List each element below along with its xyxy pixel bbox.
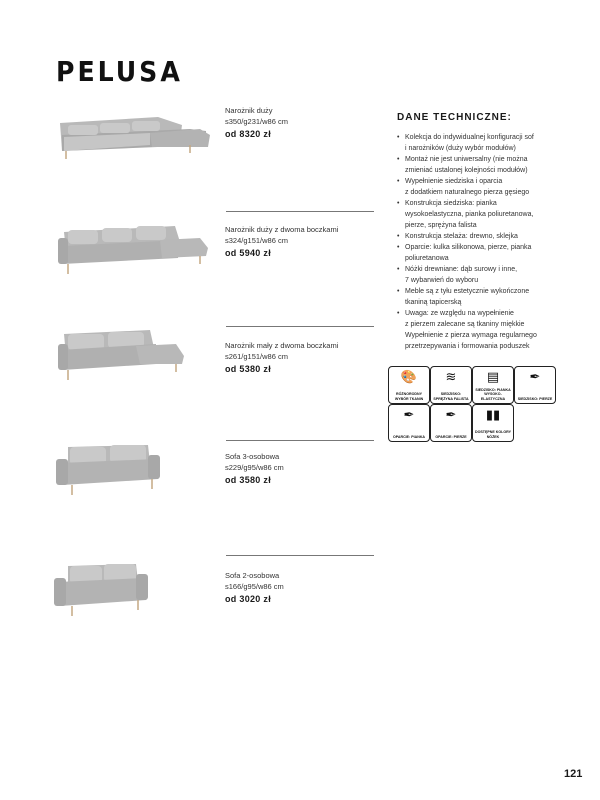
feature-label: RÓŻNORODNY WYBÓR TKANIN xyxy=(394,392,424,401)
spec-line: • Montaż nie jest uniwersalny (nie można xyxy=(397,154,567,165)
spec-line: • Nóżki drewniane: dąb surowy i inne, xyxy=(397,264,567,275)
spec-line: przetrzepywania i formowania poduszek xyxy=(405,343,530,350)
product-dims: s229/g95/w86 cm xyxy=(225,463,284,472)
sofa-2-seat-info xyxy=(225,570,375,604)
spec-line: • Wypełnienie siedziska i oparcia xyxy=(397,176,567,187)
product-divider xyxy=(226,326,374,327)
sofa-3-seat-image xyxy=(50,443,220,523)
page-number: 121 xyxy=(564,768,583,780)
feather-back-icon: ✒ xyxy=(403,407,415,422)
spec-line: z dodatkiem naturalnego pierza gęsiego xyxy=(405,189,530,196)
corner-small-two-sides-image xyxy=(50,330,220,410)
product-dims: s350/g231/w86 cm xyxy=(225,117,288,126)
feature-foam xyxy=(472,366,514,404)
feature-seat-feather xyxy=(514,366,556,404)
product-dims: s261/g151/w86 cm xyxy=(225,352,288,361)
corner-large-info xyxy=(225,105,375,139)
spec-line: • Konstrukcja stelaża: drewno, sklejka xyxy=(397,231,567,242)
spec-line: z pierzem zalecane są tkaniny miękkie xyxy=(405,321,525,328)
corner-large-two-sides-image xyxy=(50,220,220,300)
product-name: Narożnik duży z dwoma boczkami xyxy=(225,225,339,234)
sofa-3-seat-info xyxy=(225,451,375,485)
product-divider xyxy=(226,555,374,556)
color-legs-icon: ▮▮ xyxy=(485,407,501,422)
spec-line: • Meble są z tyłu estetycznie wykończone xyxy=(397,286,567,297)
feature-back-foam xyxy=(388,404,430,442)
corner-large-two-sides-info xyxy=(225,224,375,258)
product-price: od 5940 zł xyxy=(225,248,272,258)
feature-back-feather xyxy=(430,404,472,442)
product-name: Narożnik mały z dwoma boczkami xyxy=(225,341,339,350)
product-name: Narożnik duży xyxy=(225,106,273,115)
spec-line: • Oparcie: kulka silikonowa, pierze, pianka xyxy=(397,242,567,253)
product-name: Sofa 2-osobowa xyxy=(225,571,280,580)
feature-label: SIEDZISKO: PIANKA WYSOKO-ELASTYCZNA xyxy=(475,387,511,401)
spec-line: tkaniną tapicerską xyxy=(405,299,462,306)
product-divider xyxy=(226,211,374,212)
sofa-2-seat-image xyxy=(50,562,220,642)
feather-back-2-icon: ✒ xyxy=(445,407,457,422)
feature-label: SIEDZISKO: PIERZE xyxy=(517,396,553,401)
feature-leg-colors xyxy=(472,404,514,442)
specs-list xyxy=(397,132,567,352)
spec-line: poliuretanowa xyxy=(405,255,449,262)
spec-line: 7 wybarwień do wyboru xyxy=(405,277,479,284)
product-price: od 8320 zł xyxy=(225,129,272,139)
product-dims: s324/g151/w86 cm xyxy=(225,236,288,245)
feature-spring xyxy=(430,366,472,404)
feature-fabrics xyxy=(388,366,430,404)
feather-seat-icon: ✒ xyxy=(529,369,541,384)
product-divider xyxy=(226,440,374,441)
specs-title: DANE TECHNICZNE: xyxy=(397,112,512,123)
feature-label: SIEDZISKO: SPRĘŻYNA FALISTA xyxy=(433,392,469,401)
corner-small-two-sides-info xyxy=(225,340,375,374)
corner-large-image xyxy=(50,105,220,185)
spec-line: Wypełnienie z pierza wymaga regularnego xyxy=(405,332,537,339)
feature-label: OPARCIE: PIERZE xyxy=(435,434,467,439)
spec-line: • Kolekcja do indywidualnej konfiguracji sof xyxy=(397,132,567,143)
page-title: PELUSA xyxy=(56,55,183,88)
feature-label: DOSTĘPNE KOLORY NÓŻEK xyxy=(474,430,511,439)
product-name: Sofa 3-osobowa xyxy=(225,452,280,461)
product-price: od 5380 zł xyxy=(225,364,272,374)
spec-line: • Konstrukcja siedziska: pianka xyxy=(397,198,567,209)
product-price: od 3020 zł xyxy=(225,594,272,604)
foam-block-icon: ▤ xyxy=(486,369,500,384)
product-dims: s166/g95/w86 cm xyxy=(225,582,284,591)
spec-line: • Uwaga: ze względu na wypełnienie xyxy=(397,308,567,319)
palette-icon: 🎨 xyxy=(400,369,418,384)
spec-line: zmieniać ustalonej kolejności modułów) xyxy=(405,167,528,174)
wavy-spring-icon: ≋ xyxy=(445,369,457,384)
spec-line: wysokoelastyczna, pianka poliuretanowa, xyxy=(405,211,534,218)
feature-label: OPARCIE: PIANKA xyxy=(392,434,426,439)
spec-line: pierze, sprężyna falista xyxy=(405,222,477,229)
product-price: od 3580 zł xyxy=(225,475,272,485)
spec-line: i narożników (duży wybór modułów) xyxy=(405,145,516,152)
